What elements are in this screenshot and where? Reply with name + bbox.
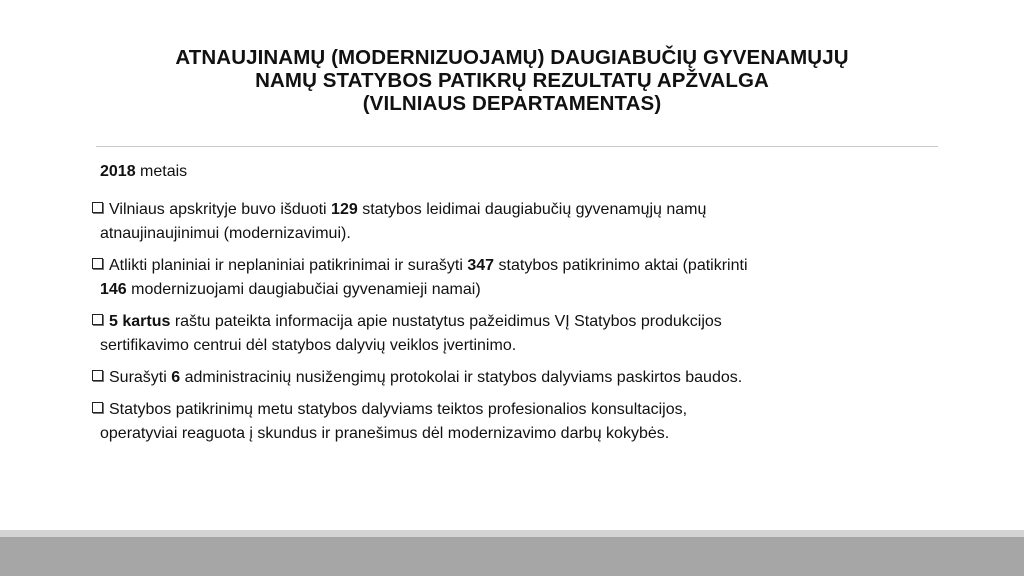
bullet-number: 6 <box>171 369 181 386</box>
bullet-item-inspections <box>92 254 938 302</box>
bullet-text-continued <box>92 281 481 298</box>
bullet-item-consultations <box>92 398 938 446</box>
year-label: metais <box>140 163 188 180</box>
bullet-text: modernizuojami daugiabučiai gyvenamieji namai) <box>126 281 481 298</box>
bullet-number: 129 <box>331 201 358 218</box>
bullet-text: statybos patikrinimo aktai (patikrinti <box>494 257 748 274</box>
footer-band-light <box>0 530 1024 537</box>
year-heading <box>100 162 187 182</box>
title-line-1: ATNAUJINAMŲ (MODERNIZUOJAMŲ) DAUGIABUČIŲ GYVENAMŲJŲ <box>175 46 849 69</box>
bullet-item-permits <box>92 198 938 246</box>
footer-band <box>0 537 1024 576</box>
checkbox-bullet-icon <box>92 402 103 413</box>
bullet-list <box>92 198 938 454</box>
bullet-item-reports <box>92 310 938 358</box>
title-line-3: (VILNIAUS DEPARTAMENTAS) <box>362 92 662 115</box>
checkbox-bullet-icon <box>92 370 103 381</box>
bullet-number: 347 <box>467 257 495 274</box>
checkbox-bullet-icon <box>92 202 103 213</box>
slide-title <box>60 46 964 115</box>
bullet-text: Atlikti planiniai ir neplaniniai patikrinimai ir surašyti <box>109 257 468 274</box>
bullet-text-continued: operatyviai reaguota į skundus ir pranešimus dėl modernizavimo darbų kokybės. <box>100 425 670 442</box>
bullet-item-protocols <box>92 366 938 390</box>
bullet-text: administracinių nusižengimų protokolai ir statybos dalyviams paskirtos baudos. <box>180 369 743 386</box>
title-divider <box>96 146 938 147</box>
checkbox-bullet-icon <box>92 258 103 269</box>
bullet-number: 5 kartus <box>109 313 171 330</box>
bullet-number: 146 <box>100 281 127 298</box>
bullet-text: Statybos patikrinimų metu statybos dalyviams teiktos profesionalios konsultacijos, <box>109 401 688 418</box>
bullet-text: statybos leidimai daugiabučių gyvenamųjų namų <box>357 201 707 218</box>
year-number: 2018 <box>100 163 136 180</box>
bullet-text-continued: sertifikavimo centrui dėl statybos dalyvių veiklos įvertinimo. <box>100 337 517 354</box>
bullet-text: Vilniaus apskrityje buvo išduoti <box>109 201 332 218</box>
checkbox-bullet-icon <box>92 314 103 325</box>
title-line-2: NAMŲ STATYBOS PATIKRŲ REZULTATŲ APŽVALGA <box>255 69 769 92</box>
bullet-text: Surašyti <box>109 369 172 386</box>
bullet-text: raštu pateikta informacija apie nustatytus pažeidimus VĮ Statybos produkcijos <box>170 313 722 330</box>
bullet-text-continued: atnaujinaujinimui (modernizavimui). <box>100 225 351 242</box>
